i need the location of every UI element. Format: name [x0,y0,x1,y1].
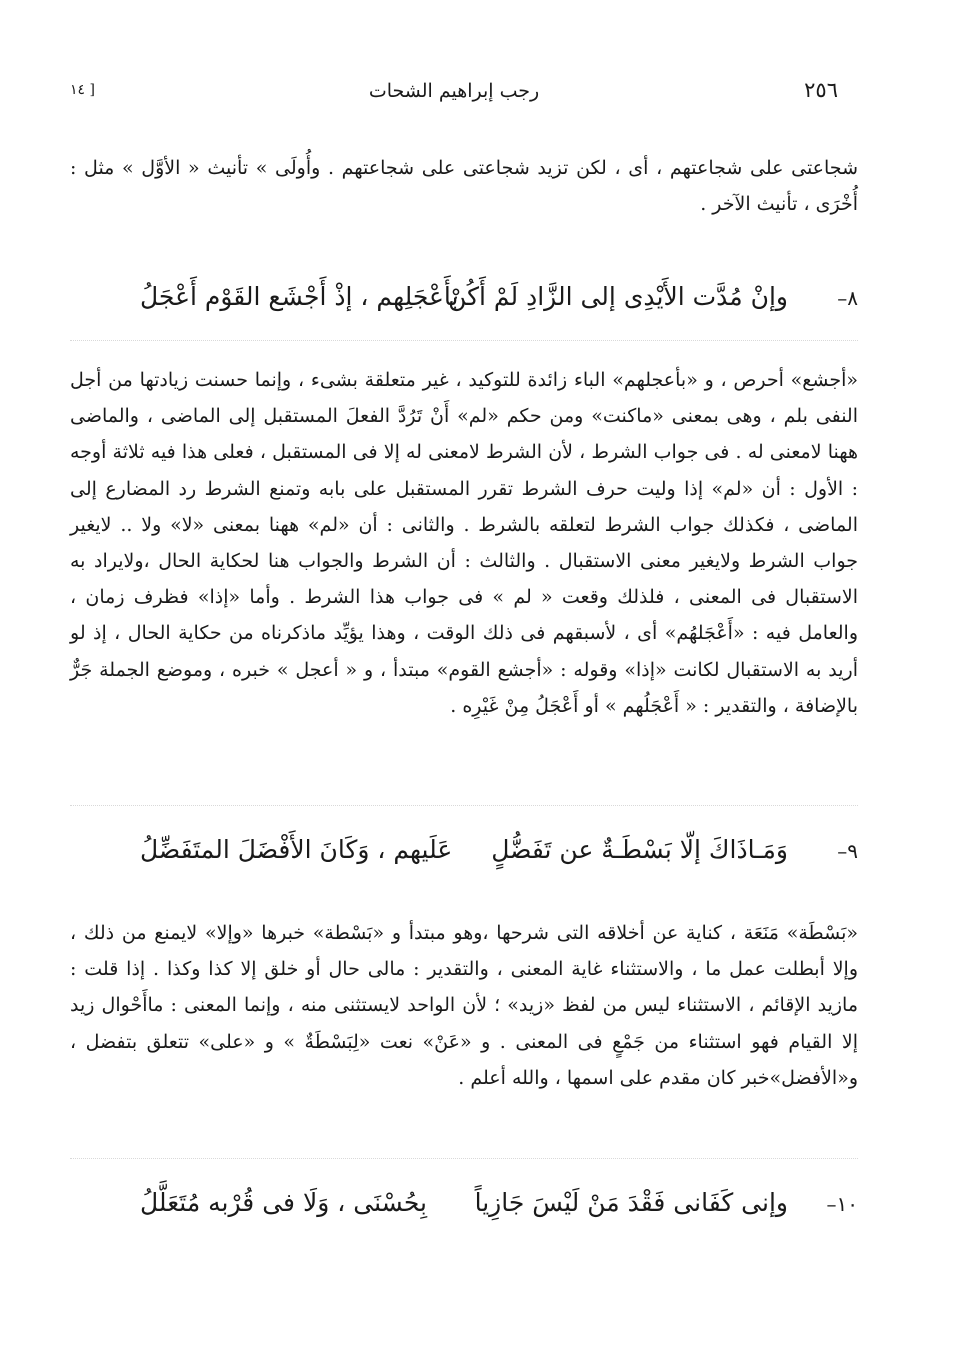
running-title: رجب إبراهيم الشحات [368,80,540,102]
verse-9 [140,835,858,879]
verse-8 [140,282,858,326]
section-divider [70,340,858,341]
commentary-verse-9 [70,915,858,1096]
verse-number: ٨– [837,286,858,310]
verse-second-hemistich: بِحُسْنَى ، وَلَا فى قُرْبه مُتَعَلَّلُ [140,1188,428,1217]
verse-first-hemistich: وإنى كَفَانى فَقْدَ مَنْ لَيْسَ جَازِياً [474,1188,788,1217]
verse-first-hemistich: وَمَـاذَاكَ إلّا بَسْطَـةٌ عن تَفَضُّلٍ [491,835,788,864]
verse-number: ٩– [837,839,858,863]
verse-number: ١٠– [826,1192,858,1216]
page-header [70,78,838,108]
commentary-text: «بَسْطَة» مَنَعَة ، كناية عن أخلاقه التى شرحها ،وهو مبتدأ و «بَسْطة» خبرها «وإلا» لايمنع من ذلك ، وإلا أبطلت عمل ما ، والاستثناء غاية المعنى ، والتقدير : مالى حال أو خلق إلا كذا وكذا . إذا قلت : مازيد الإقائم ، الاستثناء ليس من لفظ «زيد» ؛ لأن الواحد لايستثنى منه ، وإنما المعنى : ماأَحْوال زيد إلا القيام فهو استثناء من جَمْعٍ فى المعنى . و «عَنْ» نعت «لِبَسْطَةٌ » و «على» تتعلق بتفضل ، و«الأفضل»خبر كان مقدم على اسمها ، والله أعلم . [70,922,858,1089]
page-number: ٢٥٦ [804,78,838,102]
section-divider [70,805,858,806]
footnote-mark: [ ١٤ [70,82,95,98]
verse-second-hemistich: عَلَيهم ، وَكَانَ الأَفْضَلَ المتَفَضِّلُ [140,835,453,864]
intro-paragraph [70,150,858,222]
verse-first-hemistich: وإنْ مُدَّت الأَيْدِى إلى الزَّادِ لَمْ أَكُنْ [448,282,788,311]
commentary-verse-8 [70,362,858,724]
section-divider [70,1158,858,1159]
intro-text: شجاعتى على شجاعتهم ، أى ، لكن تزيد شجاعتى على شجاعتهم . وأُولَى » تأنيث « الأوَّل » مثل : أُخْرَى ، تأنيث الآخر . [70,157,858,216]
verse-second-hemistich: بأَعْجَلِهم ، إذْ أَجْشَع القَوْم أَعْجَلُ [140,282,459,311]
verse-10 [140,1188,858,1232]
commentary-text: «أجشع» أحرص ، و «بأعجلهم» الباء زائدة للتوكيد ، غير متعلقة بشىء ، وإنما حسنت زيادتها من أجل النفى بلم ، وهى بمعنى «ماكنت» ومن حكم «لم» أَنْ تَرُدَّ الفعلَ المستقبل إلى الماضى ، والماضى ههنا لامعنى له . فى جواب الشرط ، لأن الشرط لامعنى له إلا فى المستقبل ، فعلى هذا فيه ثلاثة أوجه : الأول : أن «لم» إذا وليت حرف الشرط تقرر المستقبل على بابه وتمنع الشرط رد المضارع إلى الماضى ، فكذلك جواب الشرط لتعلقه بالشرط . والثانى : أن «لم» ههنا بمعنى «لا» ولا .. لايغير جواب الشرط ولايغير معنى الاستقبال . والثالث : أن الشرط والجواب هنا لحكاية الحال ،ولايراد به الاستقبال فى المعنى ، فلذلك وقعت « لم » فى جواب هذا الشرط . وأما «إذا» فظرف زمان ، والعامل فيه : «أَعْجَلهُم» أى ، لأسبقهم فى ذلك الوقت ، وهذا يؤيِّد ماذكرناه من حكاية الحال ، إذ لو أريد به الاستقبال لكانت «إذا» وقوله : «أجشع القوم» مبتدأ ، و « أعجل » خبره ، وموضع الجملة جَرٌّ بالإضافة ، والتقدير : « أَعْجَلُهم » أو أَعْجَلُ مِنْ غَيْرِه . [70,369,858,717]
